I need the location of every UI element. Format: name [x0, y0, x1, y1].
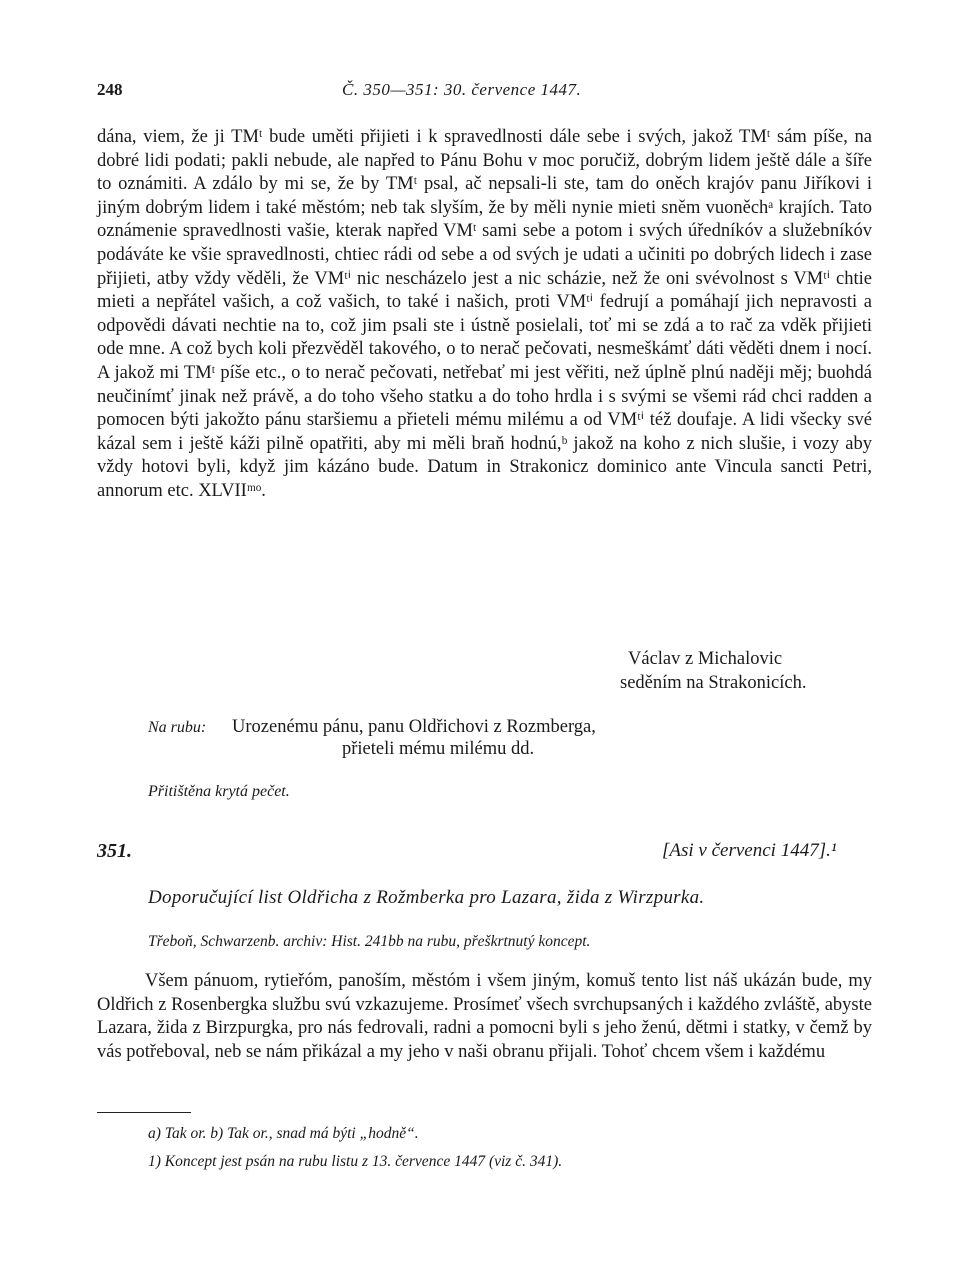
- document-title: Doporučující list Oldřicha z Rožmberka pro Lazara, žida z Wirzpurka.: [148, 887, 705, 908]
- letter-351-body: Všem pánuom, rytieřóm, panoším, městóm i všem jiným, komuš tento list náš ukázán bude, my Oldřich z Rosenbergka službu svú vzkazujeme. Prosímeť všech svrchupsaných i každého zvláště, abyste Lazara, žida z Birzpurgka, pro nás fedrovali, radni a pomocni byli s jeho ženú, dětmi i statky, v čemž by vás potřeboval, neb se nám přikázal a my jeho v naši obranu přijali. Tohoť chcem všem i každému: [97, 971, 872, 1062]
- page-number: 248: [97, 80, 123, 99]
- document-number: 351.: [97, 840, 132, 862]
- archive-reference: Třeboň, Schwarzenb. archiv: Hist. 241bb na rubu, přeškrtnutý koncept.: [148, 933, 591, 950]
- footnote-1: 1) Koncept jest psán na rubu listu z 13. července 1447 (viz č. 341).: [148, 1153, 563, 1170]
- signature-name: Václav z Michalovic: [628, 649, 783, 669]
- footnote-divider: [97, 1112, 191, 1113]
- address-line-1: Urozenému pánu, panu Oldřichovi z Rozmberga,: [232, 717, 596, 737]
- address-label: Na rubu:: [148, 719, 207, 736]
- letter-350-paragraph: dána, viem, že ji TMᵗ bude uměti přijieti i k spravedlnosti dále sebe i svých, jakož TMᵗ sám píše, na dobré lidi podati; pakli nebude, ale napřed to Pánu Bohu v moc poručiž, dobrým lidem ještě dále a šíře to oznámiti. A zdálo by mi se, že by TMᵗ psal, ač nepsali-li ste, tam do oněch krajóv panu Jiříkovi i jiným dobrým lidem i také městóm; neb tak slyším, že by měli nynie mieti sněm vuoněchᵃ krajích. Tato oznámenie spravedlnosti vašie, kterak napřed VMᵗ sami sebe a potom i svých úředníkóv a služebníkóv podáváte ke všie spravedlnosti, chtiec rádi od sebe a od svých je udati a učiniti po dobrých lidech i zase přijieti, atby vždy věděli, že VMᵗⁱ nic nescházelo jest a nic scházie, než že oni svévolnost s VMᵗⁱ chtie mieti a nepřátel vašich, a což vašich, to také i našich, proti VMᵗⁱ fedrují a pomáhají jich nepravosti a odpovědi dávati nechtie na to, což jim psali ste i ústně posielali, toť mi se zdá a to rač za vděk přijieti ode mne. A což bych koli přezvěděl takového, o to nerač pečovati, nesmeškámť dáti věděti dnem i nocí. A jakož mi TMᵗ píše etc., o to nerač pečovati, netřebať mi jest věřiti, než úplně plnú naději měj; buohdá neučinímť jinak než právě, a do toho všeho statku a do toho hrdla i s svými se všemi rád chci radden a pomocen býti jakožto pánu staršiemu a přieteli mému milému a od VMᵗⁱ též doufaje. A lidi všecky své kázal sem i ještě káži pilně opatřiti, aby mi měli braň hodnú,ᵇ jakož na koho z nich slušie, i vozy aby vždy hotovi byli, když jim kázáno bude. Datum in Strakonicz dominico ante Vincula sancti Petri, annorum etc. XLVIIᵐᵒ.: [97, 127, 872, 501]
- running-title: Č. 350—351: 30. července 1447.: [342, 80, 582, 99]
- footnote-ab: a) Tak or. b) Tak or., snad má býti „hodně“.: [148, 1125, 419, 1142]
- letter-350-body: [97, 126, 872, 504]
- document-date: [Asi v červenci 1447].¹: [662, 840, 837, 861]
- address-line-2: přieteli mému milému dd.: [342, 739, 535, 759]
- signature-place: seděním na Strakonicích.: [620, 673, 807, 693]
- seal-note: Přitištěna krytá pečet.: [148, 783, 290, 800]
